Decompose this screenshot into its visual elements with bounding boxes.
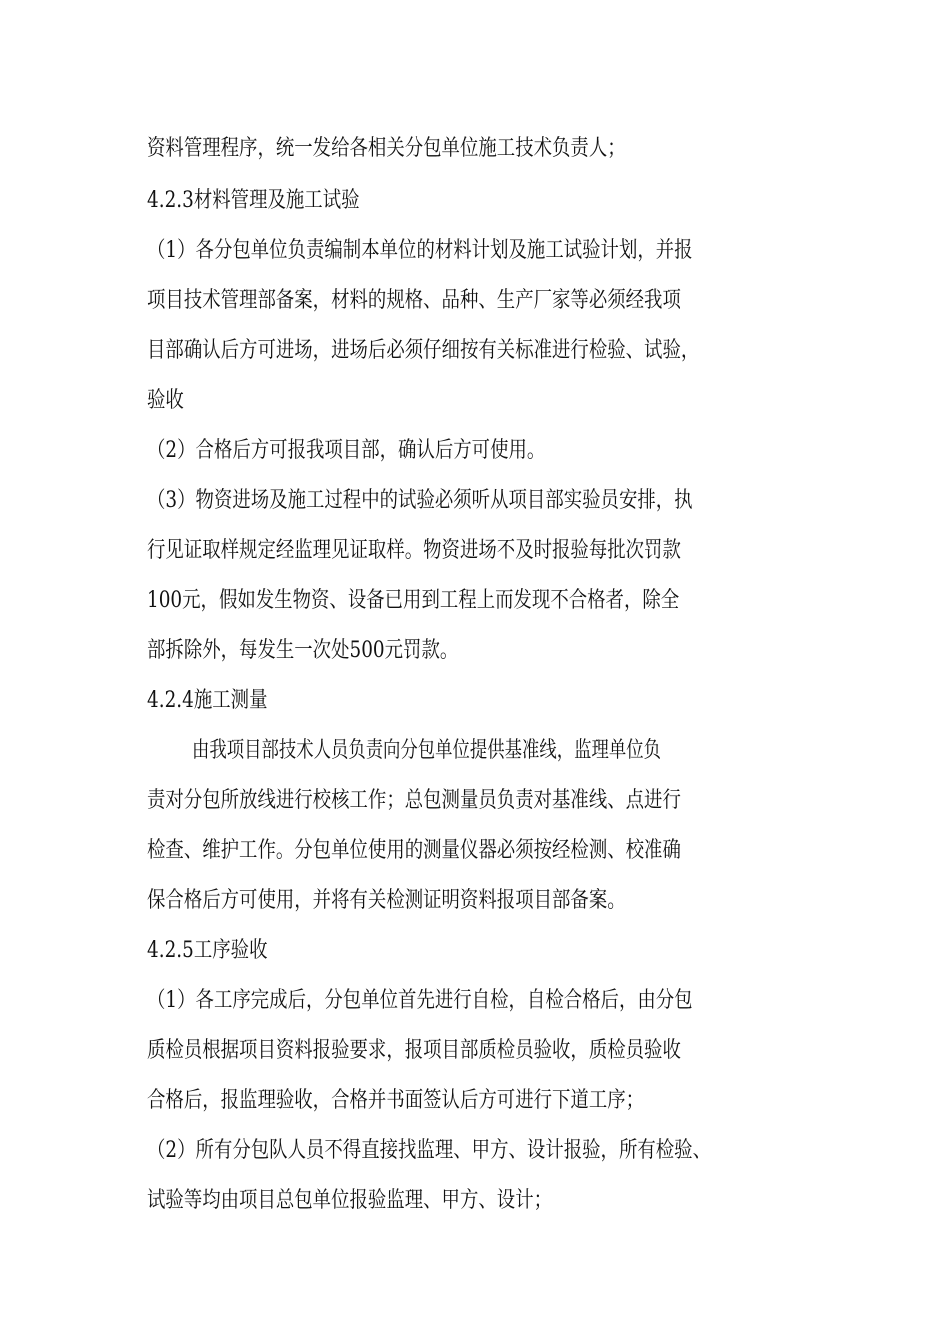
text-line: 试验等均由项目总包单位报验监理、甲方、设计； [147, 1188, 553, 1213]
text-line: 保合格后方可使用，并将有关检测证明资料报项目部备案。 [147, 888, 626, 913]
text-line-indented: 由我项目部技术人员负责向分包单位提供基准线，监理单位负 [192, 738, 661, 763]
text-line: 合格后，报监理验收，合格并书面签认后方可进行下道工序； [147, 1088, 645, 1113]
section-heading-4-2-4: 4.2.4施工测量 [147, 688, 268, 713]
text-line: （2）合格后方可报我项目部，确认后方可使用。 [147, 438, 546, 463]
text-line-continuation: 资料管理程序，统一发给各相关分包单位施工技术负责人； [147, 136, 626, 161]
text-line: 责对分包所放线进行校核工作；总包测量员负责对基准线、点进行 [147, 788, 681, 813]
text-line: （1）各分包单位负责编制本单位的材料计划及施工试验计划，并报 [147, 238, 693, 263]
text-line: 目部确认后方可进场，进场后必须仔细按有关标准进行检验、试验， [147, 338, 700, 363]
text-line: （2）所有分包队人员不得直接找监理、甲方、设计报验，所有检验、 [147, 1138, 712, 1163]
section-heading-4-2-5: 4.2.5工序验收 [147, 938, 268, 963]
text-line: 验收 [147, 388, 184, 413]
text-line: （3）物资进场及施工过程中的试验必须听从项目部实验员安排，执 [147, 488, 693, 513]
text-line: （1）各工序完成后，分包单位首先进行自检，自检合格后，由分包 [147, 988, 693, 1013]
text-line: 项目技术管理部备案，材料的规格、品种、生产厂家等必须经我项 [147, 288, 681, 313]
text-line: 检查、维护工作。分包单位使用的测量仪器必须按经检测、校准确 [147, 838, 681, 863]
text-line: 100元，假如发生物资、设备已用到工程上而发现不合格者，除全 [147, 588, 680, 613]
section-heading-4-2-3: 4.2.3材料管理及施工试验 [147, 188, 360, 213]
text-line: 行见证取样规定经监理见证取样。物资进场不及时报验每批次罚款 [147, 538, 681, 563]
text-line: 质检员根据项目资料报验要求，报项目部质检员验收，质检员验收 [147, 1038, 681, 1063]
text-line: 部拆除外，每发生一次处500元罚款。 [147, 638, 459, 663]
